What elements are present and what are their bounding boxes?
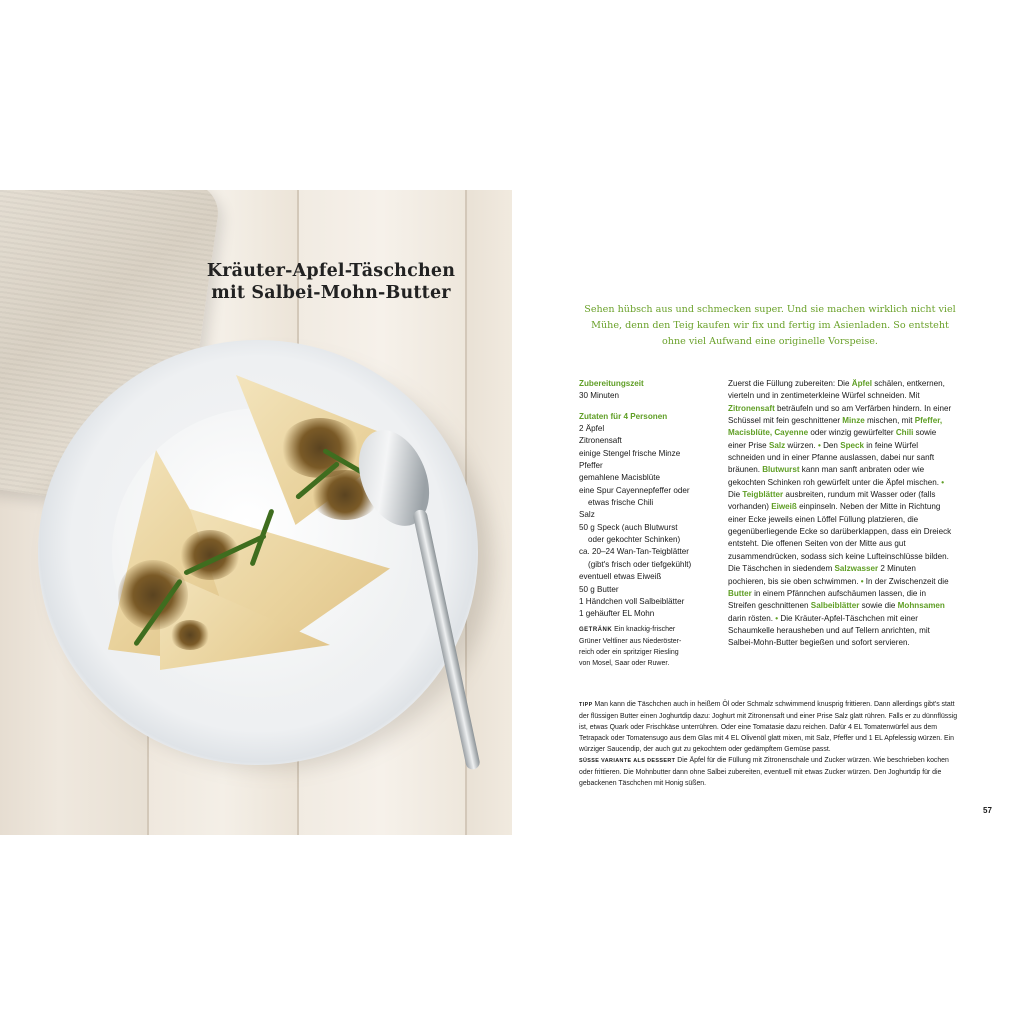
method-text-segment: schälen, entkernen, vierteln und in zentimeterkleine Würfel schneiden. Mit [728,379,945,401]
drink-label: GETRÄNK [579,626,613,633]
recipe-title [200,260,462,304]
intro-line: Mühe, denn den Teig kaufen wir fix und fertig im Asienladen. So entsteht [591,320,949,331]
ingredient-list [579,423,709,621]
drink-line: Ein knackig-frischer [614,625,676,633]
method-text-segment: ausbreiten, rundum mit Wasser oder (falls vorhanden) [728,490,936,512]
recipe-photo [0,190,512,835]
highlighted-ingredient: Eiweiß [771,502,797,512]
drink-recommendation [579,624,709,669]
method-text-segment: oder winzig gewürfelter [808,428,896,438]
prep-time-label: Zubereitungszeit [579,379,644,388]
method-text-segment: In der Zwischenzeit die [863,576,949,586]
highlighted-ingredient: Blutwurst [762,465,800,475]
page-number: 57 [983,806,992,815]
highlighted-ingredient: Speck [840,440,865,450]
highlighted-ingredient: Salbeiblätter [810,601,860,611]
highlighted-ingredient: Pfeffer, Macisblüte, Cayenne [728,416,943,438]
method-text-segment: in einem Pfännchen aufschäumen lassen, die in Streifen geschnittenen [728,588,926,611]
variant-text: Die Äpfel für die Füllung mit Zitronenschale und Zucker würzen. Wie beschrieben kochen oder frittieren. Die Mohnbutter dann ohne Salbei zubereiten, eventuell mit etwas Zucker würzen. Den Joghurtdip für die gebackenen Täschchen mit Honig süßen. [579,757,949,787]
ingredient-item: ca. 20–24 Wan-Tan-Teigblätter [579,547,689,557]
tip-label: TIPP [579,702,593,708]
highlighted-ingredient: Zitronensaft [728,403,775,413]
highlighted-ingredient: Salzwasser [834,564,879,574]
ingredient-item: etwas frische Chili [588,498,654,508]
highlighted-ingredient: Mohnsamen [897,601,945,611]
ingredients-column [579,378,709,669]
ingredient-item: (gibt's frisch oder tiefgekühlt) [588,559,692,569]
intro-text [575,302,965,350]
ingredient-item: 1 Händchen voll Salbeiblätter [579,596,685,606]
ingredient-item: oder gekochter Schinken) [588,535,681,545]
step-separator: • [817,440,821,450]
ingredient-item: einige Stengel frische Minze [579,448,681,458]
highlighted-ingredient: Chili [895,428,914,438]
recipe-title-line2: mit Salbei-Mohn-Butter [211,283,451,303]
tip-paragraph [579,699,959,755]
step-separator: • [775,613,779,623]
highlighted-ingredient: Butter [728,588,752,598]
method-text-segment: Den [820,440,841,450]
method-text-segment: beträufeln und so am Verfärben hindern. In einer Schüssel mit fein geschnittener [728,403,952,426]
drink-line: Grüner Veltliner aus Niederöster- [579,637,682,645]
method-text-segment: darin rösten. [728,613,776,623]
method-text-segment: Die Kräuter-Apfel-Täschchen mit einer Schaumkelle herausheben und auf Tellern anrichten, mit Salbei-Mohn-Butter begießen und sofort servieren. [728,613,930,648]
method-text-segment: Die [728,490,743,500]
ingredient-item: Pfeffer [579,461,603,471]
step-separator: • [941,477,945,487]
ingredients-label: Zutaten für 4 Personen [579,411,668,421]
drink-line: von Mosel, Saar oder Ruwer. [579,659,670,667]
method-text-segment: würzen. [785,440,818,450]
recipe-title-line1: Kräuter-Apfel-Täschchen [206,261,456,281]
intro-line: ohne viel Aufwand eine originelle Vorspeise. [662,336,878,347]
method-text-segment: einpinseln. Neben der Mitte in Richtung einer Ecke jeweils einen Löffel Füllung platzieren, die gegenüberliegende Ecke so darüberklappen, dass ein Dreieck entsteht. Die offenen Seiten von der Mitte aus gut zusammendrücken, sodass sich keine Lufteinschlüsse bilden. Die Täschchen in siedendem [728,502,952,574]
method-text-segment: in feine Würfel schneiden und in einer Pfanne auslassen, dabei nur sanft bräunen. [728,440,935,475]
poppy-butter [280,418,360,478]
tip-text: Man kann die Täschchen auch in heißem Öl oder Schmalz schwimmend knusprig frittieren. Dann allerdings gibt's statt der flüssigen Butter einen Joghurtdip dazu: Joghurt mit Zitronensaft und einer Prise Salz glatt rühren. Falls er zu dünnflüssig ist, etwas Quark oder Frischkäse unterrühren. Oder eine Tomatasie dazu reichen. Dafür 4 EL Tomatenwürfel aus dem Tetrapack oder Tomatensugo aus dem Glas mit 4 EL Olivenöl glatt mixen, mit Salz, Pfeffer und 1 EL Apfelessig würzen. Ein würziger Saucendip, der auch gut zu gekochtem oder gedämpftem Gemüse passt. [579,701,958,753]
ingredient-item: 50 g Speck (auch Blutwurst [579,522,678,532]
highlighted-ingredient: Äpfel [851,379,872,388]
poppy-butter [170,620,210,650]
variant-paragraph [579,755,959,789]
method-text-segment: sowie einer Prise [728,428,937,450]
method-text-segment: Zuerst die Füllung zubereiten: Die [728,379,852,388]
drink-line: reich oder ein spritziger Riesling [579,648,679,656]
method-text-segment: mischen, mit [864,416,915,426]
step-separator: • [860,576,864,586]
ingredient-item: 2 Äpfel [579,424,605,434]
highlighted-ingredient: Salz [768,440,786,450]
method-text [728,378,953,650]
intro-line: Sehen hübsch aus und schmecken super. Und sie machen wirklich nicht viel [584,304,956,315]
method-text-segment: sowie die [859,601,898,611]
ingredient-item: Zitronensaft [579,436,622,446]
tips-section [579,699,959,789]
highlighted-ingredient: Minze [842,416,865,426]
variant-label: SÜSSE VARIANTE ALS DESSERT [579,758,676,764]
ingredient-item: eventuell etwas Eiweiß [579,572,662,582]
ingredient-item: eine Spur Cayennepfeffer oder [579,485,690,495]
prep-time-value: 30 Minuten [579,391,620,401]
highlighted-ingredient: Teigblätter [742,490,784,500]
ingredient-item: 1 gehäufter EL Mohn [579,609,655,619]
ingredient-item: Salz [579,510,595,520]
ingredient-item: 50 g Butter [579,584,619,594]
method-text-segment: kann man sanft anbraten oder wie gekochten Schinken roh gewürfelt unter die Äpfel mischen. [728,465,942,487]
method-text-segment: 2 Minuten pochieren, bis sie oben schwimmen. [728,564,916,586]
ingredient-item: gemahlene Macisblüte [579,473,660,483]
